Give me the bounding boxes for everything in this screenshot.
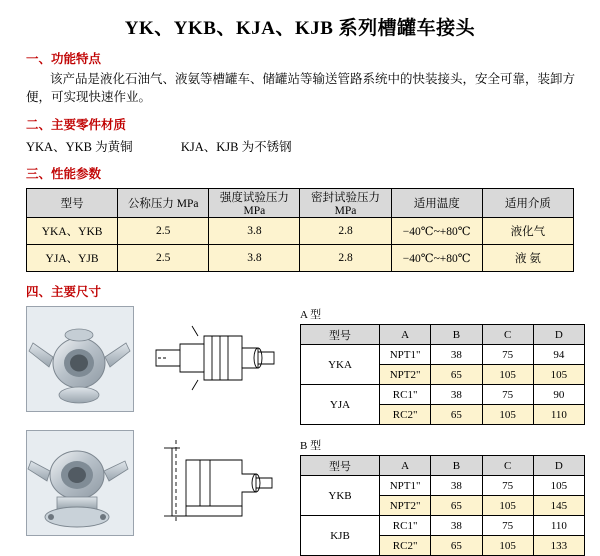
table-spacer [300,425,590,437]
param-header-medium: 适用介质 [482,189,573,218]
product-photo-a [26,306,134,412]
figure-row-b [26,430,288,536]
dim-b-cell: NPT2" [380,496,431,516]
image-column [26,306,288,556]
table-row [301,345,585,365]
table-header-row [301,325,585,345]
table-row [27,218,574,245]
table-row [27,245,574,272]
param-header-temperature: 适用温度 [391,189,482,218]
dim-a-header-d: D [533,325,584,345]
dim-b-cell: 133 [533,536,584,556]
dim-b-cell: 105 [482,496,533,516]
param-cell: −40℃~+80℃ [391,245,482,272]
dim-a-cell: 110 [533,405,584,425]
coupling-photo-a-graphic [27,307,133,411]
param-header-nominal-pressure: 公称压力 MPa [118,189,209,218]
dim-a-cell: RC1" [380,385,431,405]
dim-b-cell: 75 [482,476,533,496]
dim-b-model: YKB [301,476,380,516]
param-cell: 液 氨 [482,245,573,272]
dim-b-header-d: D [533,456,584,476]
coupling-photo-b-graphic [27,431,133,535]
dim-a-cell: 105 [482,405,533,425]
section-4-heading: 四、主要尺寸 [26,285,102,300]
dim-b-header-model: 型号 [301,456,380,476]
material-brass: YKA、YKB 为黄铜 [26,140,133,155]
param-cell: YJA、YJB [27,245,118,272]
dim-a-cell: 75 [482,385,533,405]
param-cell: 3.8 [209,218,300,245]
dim-b-header-a: A [380,456,431,476]
figure-row-a [26,306,288,412]
dim-a-header-c: C [482,325,533,345]
dim-b-cell: 105 [533,476,584,496]
param-header-seal-test: 密封试验压力 MPa [300,189,391,218]
dim-b-cell: RC2" [380,536,431,556]
dim-table-a-label: A 型 [300,309,322,322]
coupling-drawing-b-graphic [146,430,286,534]
dim-a-cell: RC2" [380,405,431,425]
param-cell: 2.5 [118,245,209,272]
dim-a-cell: 105 [482,365,533,385]
param-cell: 2.5 [118,218,209,245]
product-drawing-b [146,430,286,534]
dim-a-cell: 38 [431,345,482,365]
table-header-row [27,189,574,218]
coupling-drawing-a-graphic [146,306,286,410]
param-cell: 2.8 [300,245,391,272]
dim-a-cell: 75 [482,345,533,365]
dim-b-cell: 38 [431,476,482,496]
dim-a-header-b: B [431,325,482,345]
dim-b-cell: NPT1" [380,476,431,496]
dimension-tables-column [300,306,590,556]
page-title: YK、YKB、KJA、KJB 系列槽罐车接头 [124,18,476,39]
dim-b-cell: 110 [533,516,584,536]
dim-a-cell: 90 [533,385,584,405]
param-cell: 3.8 [209,245,300,272]
dim-b-header-b: B [431,456,482,476]
param-cell: YKA、YKB [27,218,118,245]
dim-a-cell: NPT2" [380,365,431,385]
table-header-row [301,456,585,476]
section-1-heading: 一、功能特点 [26,52,102,66]
param-cell: −40℃~+80℃ [391,218,482,245]
param-header-strength-test: 强度试验压力 MPa [209,189,300,218]
param-header-model: 型号 [27,189,118,218]
dim-a-model: YKA [301,345,380,385]
dim-a-cell: 94 [533,345,584,365]
dim-b-cell: 105 [482,536,533,556]
dim-table-b-label: B 型 [300,440,322,453]
section-1-text: 该产品是液化石油气、液氨等槽罐车、储罐站等输送管路系统中的快装接头，安全可靠，装卸方便，可实现快速作业。 [26,72,576,105]
dim-b-header-c: C [482,456,533,476]
dim-b-cell: RC1" [380,516,431,536]
section-2-materials [26,137,600,155]
dim-a-cell: 105 [533,365,584,385]
product-photo-b [26,430,134,536]
dimension-table-a [300,324,585,425]
dim-b-cell: 145 [533,496,584,516]
material-stainless: KJA、KJB 为不锈钢 [180,140,292,155]
dim-a-model: YJA [301,385,380,425]
dim-b-cell: 65 [431,536,482,556]
dim-b-model: KJB [301,516,380,556]
dim-b-cell: 75 [482,516,533,536]
dim-b-cell: 38 [431,516,482,536]
dim-a-cell: 38 [431,385,482,405]
dim-b-cell: 65 [431,496,482,516]
product-drawing-a [146,306,286,410]
table-row [301,385,585,405]
dim-a-header-a: A [380,325,431,345]
dim-a-cell: 65 [431,405,482,425]
param-cell: 2.8 [300,218,391,245]
table-row [301,476,585,496]
section-2-heading: 二、主要零件材质 [26,118,127,133]
table-row [301,516,585,536]
dim-a-cell: 65 [431,365,482,385]
dimension-section [26,306,600,556]
performance-parameter-table [26,188,574,272]
param-cell: 液化气 [482,218,573,245]
dimension-table-b [300,455,585,556]
section-3-heading: 三、性能参数 [26,167,102,182]
dim-a-cell: NPT1" [380,345,431,365]
dim-a-header-model: 型号 [301,325,380,345]
